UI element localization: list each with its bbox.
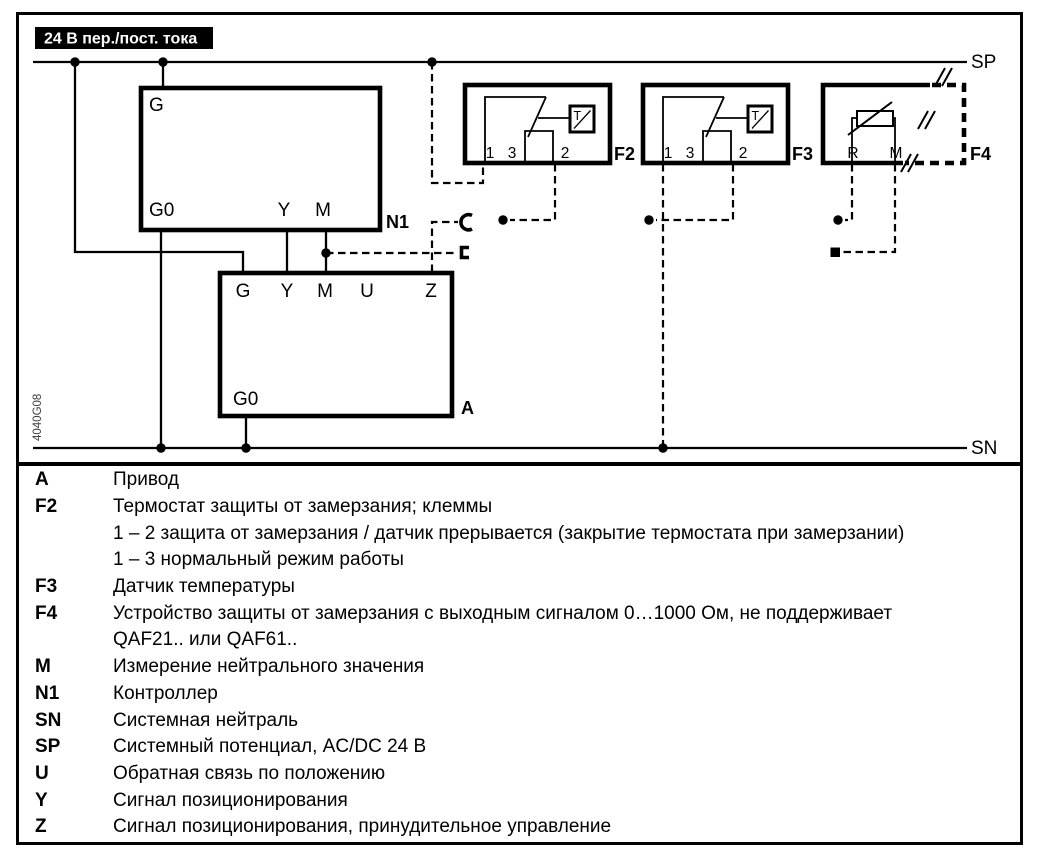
legend-row	[16, 787, 1023, 814]
terminal-y-label: Y	[277, 200, 291, 221]
plug-pin-icon	[833, 215, 842, 224]
legend-row	[16, 814, 1023, 841]
legend-row	[16, 654, 1023, 681]
terminal-g0-label: G0	[149, 200, 175, 221]
terminal-1-label: 1	[485, 145, 495, 162]
device-label: F4	[970, 144, 992, 164]
legend-text: Системный потенциал, AC/DC 24 В	[113, 736, 427, 758]
frost-thermostat-f2	[465, 85, 635, 164]
legend-row	[16, 627, 1023, 654]
legend-row	[16, 707, 1023, 734]
terminal-r-label: R	[847, 145, 859, 162]
terminal-u-label: U	[360, 281, 374, 302]
sensor-label: F3	[792, 144, 814, 164]
legend-key: SN	[35, 709, 62, 731]
legend-text: Контроллер	[113, 682, 218, 704]
legend-key: SP	[35, 736, 61, 758]
terminal-g-label: G	[235, 281, 251, 302]
legend-row	[16, 574, 1023, 601]
wire-f2-2-to-plug	[510, 164, 555, 220]
legend-key: M	[35, 656, 51, 678]
terminal-m-label: M	[317, 281, 333, 302]
terminal-3-label: 3	[507, 145, 517, 162]
junction-dot	[158, 57, 167, 66]
legend-row	[16, 734, 1023, 761]
legend-text: Обратная связь по положению	[113, 762, 386, 784]
frost-device-f4	[823, 68, 991, 172]
legend-text: Привод	[113, 469, 179, 491]
legend-row	[16, 547, 1023, 574]
legend-key: N1	[35, 682, 60, 704]
legend-text: 1 – 3 нормальный режим работы	[113, 549, 404, 571]
temp-element-label: T	[573, 109, 582, 123]
terminal-y-label: Y	[280, 281, 294, 302]
power-header-label: 24 В пер./пост. тока	[44, 30, 198, 48]
junction-dot	[321, 248, 330, 257]
legend-key: U	[35, 762, 49, 784]
junction-dot	[70, 57, 79, 66]
temp-element-label: T	[751, 109, 760, 123]
device-box-dashed	[905, 85, 964, 163]
legend-text: Измерение нейтрального значения	[113, 656, 425, 678]
actuator-label: A	[461, 398, 474, 418]
controller-label: N1	[386, 212, 410, 232]
legend	[16, 467, 1023, 841]
plug-connectors	[461, 215, 843, 258]
plug-square-icon	[831, 248, 841, 258]
junction-dot	[427, 57, 436, 66]
legend-row	[16, 681, 1023, 708]
legend-row	[16, 600, 1023, 627]
plug-pin-icon	[644, 215, 653, 224]
legend-text: Устройство защиты от замерзания с выходным сигналом 0…1000 Ом, не поддерживает	[113, 602, 893, 624]
legend-text: Сигнал позиционирования	[113, 789, 348, 811]
thermostat-label: F2	[614, 144, 636, 164]
temp-sensor-f3	[643, 85, 813, 164]
wire-f4-r-to-plug	[845, 164, 852, 220]
legend-text: Системная нейтраль	[113, 709, 299, 731]
terminal-1-label: 1	[663, 145, 673, 162]
legend-text: QAF21.. или QAF61..	[113, 629, 298, 651]
legend-row	[16, 494, 1023, 521]
junction-dot	[658, 443, 667, 452]
terminal-g-label: G	[149, 95, 164, 116]
legend-key: F3	[35, 576, 58, 598]
actuator-a	[220, 273, 474, 418]
legend-row	[16, 761, 1023, 788]
plug-socket-icon	[461, 215, 472, 230]
terminal-3-label: 3	[685, 145, 695, 162]
wire-f3-2-to-plug	[656, 164, 733, 220]
legend-key: Z	[35, 816, 47, 838]
legend-row	[16, 467, 1023, 494]
plug-pin-icon	[498, 215, 507, 224]
controller-box	[141, 88, 380, 230]
legend-key: Y	[35, 789, 48, 811]
terminal-2-label: 2	[560, 145, 570, 162]
legend-text: 1 – 2 защита от замерзания / датчик прерывается (закрытие термостата при замерзании)	[113, 522, 905, 544]
legend-row	[16, 520, 1023, 547]
legend-text: Датчик температуры	[113, 576, 295, 598]
legend-key: A	[35, 469, 49, 491]
wire-f4-m-to-plug	[842, 164, 895, 252]
document-code: 4040G08	[32, 393, 44, 441]
terminal-z-label: Z	[425, 281, 437, 302]
terminal-g0-label: G0	[233, 389, 259, 410]
terminal-m-label: M	[315, 200, 331, 221]
power-header	[35, 27, 213, 49]
terminal-2-label: 2	[738, 145, 748, 162]
junction-dot	[241, 443, 250, 452]
plug-bracket-icon	[462, 248, 470, 258]
legend-key: F2	[35, 496, 58, 518]
legend-text: Сигнал позиционирования, принудительное управление	[113, 816, 612, 838]
legend-text: Термостат защиты от замерзания; клеммы	[113, 496, 493, 518]
wire-a-z-to-socket	[432, 222, 458, 272]
controller-n1	[141, 88, 409, 232]
legend-key: F4	[35, 602, 58, 624]
sn-label: SN	[971, 438, 998, 459]
section-divider	[16, 462, 1023, 466]
terminal-m-label: M	[889, 145, 903, 162]
sp-label: SP	[971, 52, 997, 73]
junction-dot	[156, 443, 165, 452]
